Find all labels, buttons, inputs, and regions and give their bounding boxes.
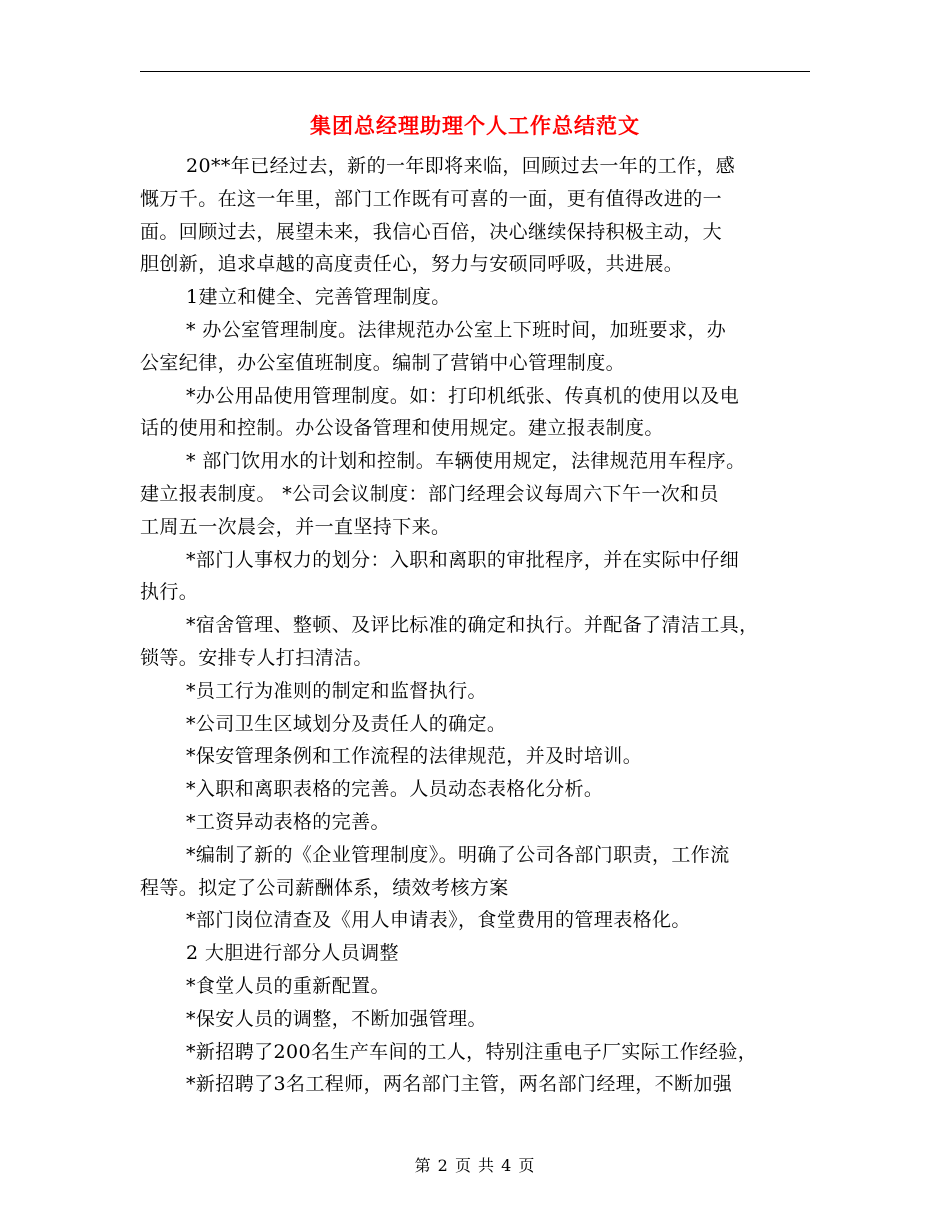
text-line: *公司卫生区域划分及责任人的确定。: [186, 712, 507, 735]
text-line: 公室纪律，办公室值班制度。编制了营销中心管理制度。: [140, 351, 626, 374]
list-item: [140, 839, 810, 905]
list-item: [140, 773, 810, 806]
text-line: 程等。拟定了公司薪酬体系，绩效考核方案: [140, 876, 509, 899]
text-line: *入职和离职表格的完善。人员动态表格化分析。: [186, 778, 604, 801]
list-item: [140, 1003, 810, 1036]
text-line: 话的使用和控制。办公设备管理和使用规定。建立报表制度。: [140, 417, 664, 440]
list-item: [140, 970, 810, 1003]
document-title: 集团总经理助理个人工作总结范文: [310, 113, 640, 138]
section-heading-2: [140, 937, 810, 970]
text-line: 工周五一次晨会，并一直坚持下来。: [140, 515, 451, 538]
text-line: 建立报表制度。 *公司会议制度：部门经理会议每周六下午一次和员: [140, 482, 719, 505]
section-heading-1: [140, 281, 810, 314]
text-line: *保安人员的调整，不断加强管理。: [186, 1007, 487, 1030]
text-line: 锁等。安排专人打扫清洁。: [140, 646, 373, 669]
list-item: [140, 708, 810, 741]
list-item: [140, 806, 810, 839]
text-line: *员工行为准则的制定和监督执行。: [186, 679, 487, 702]
text-line: *办公用品使用管理制度。如：打印机纸张、传真机的使用以及电: [186, 384, 740, 407]
text-line: 2 大胆进行部分人员调整: [186, 942, 399, 965]
text-line: *编制了新的《企业管理制度》。明确了公司各部门职责，工作流: [186, 843, 730, 866]
text-line: 1建立和健全、完善管理制度。: [186, 286, 451, 309]
list-item: [140, 1036, 810, 1069]
list-item: [140, 1068, 810, 1101]
list-item: [140, 675, 810, 708]
text-line: *新招聘了200名生产车间的工人，特别注重电子厂实际工作经验，: [186, 1040, 758, 1063]
list-item: [140, 544, 810, 610]
list-item: [140, 445, 810, 543]
text-line: 面。回顾过去，展望未来，我信心百倍，决心继续保持积极主动，大: [140, 220, 723, 243]
text-line: 20**年已经过去，新的一年即将来临，回顾过去一年的工作，感: [186, 155, 736, 177]
text-line: *保安管理条例和工作流程的法律规范，并及时培训。: [186, 745, 643, 768]
text-line: *工资异动表格的完善。: [186, 810, 390, 833]
text-line: *食堂人员的重新配置。: [186, 974, 390, 997]
text-line: *新招聘了3名工程师，两名部门主管，两名部门经理，不断加强: [186, 1073, 733, 1096]
text-line: * 办公室管理制度。法律规范办公室上下班时间，加班要求，办: [186, 318, 727, 341]
text-line: *部门人事权力的划分：入职和离职的审批程序，并在实际中仔细: [186, 548, 740, 571]
text-line: *部门岗位清查及《用人申请表》，食堂费用的管理表格化。: [186, 909, 691, 932]
list-item: [140, 314, 810, 380]
list-item: [140, 380, 810, 446]
list-item: [140, 609, 810, 675]
header-rule: [140, 71, 810, 72]
text-line: * 部门饮用水的计划和控制。车辆使用规定，法律规范用车程序。: [186, 450, 746, 473]
text-line: 执行。: [140, 581, 199, 604]
text-line: *宿舍管理、整顿、及评比标准的确定和执行。并配备了清洁工具，: [186, 614, 759, 637]
paragraph-intro: [140, 150, 810, 281]
list-item: [140, 904, 810, 937]
text-line: 慨万千。在这一年里，部门工作既有可喜的一面，更有值得改进的一: [140, 187, 723, 210]
text-line: 胆创新，追求卓越的高度责任心，努力与安硕同呼吸，共进展。: [140, 253, 684, 276]
list-item: [140, 740, 810, 773]
page-number: 第 2 页 共 4 页: [414, 1156, 536, 1175]
document-body: [140, 150, 810, 1101]
